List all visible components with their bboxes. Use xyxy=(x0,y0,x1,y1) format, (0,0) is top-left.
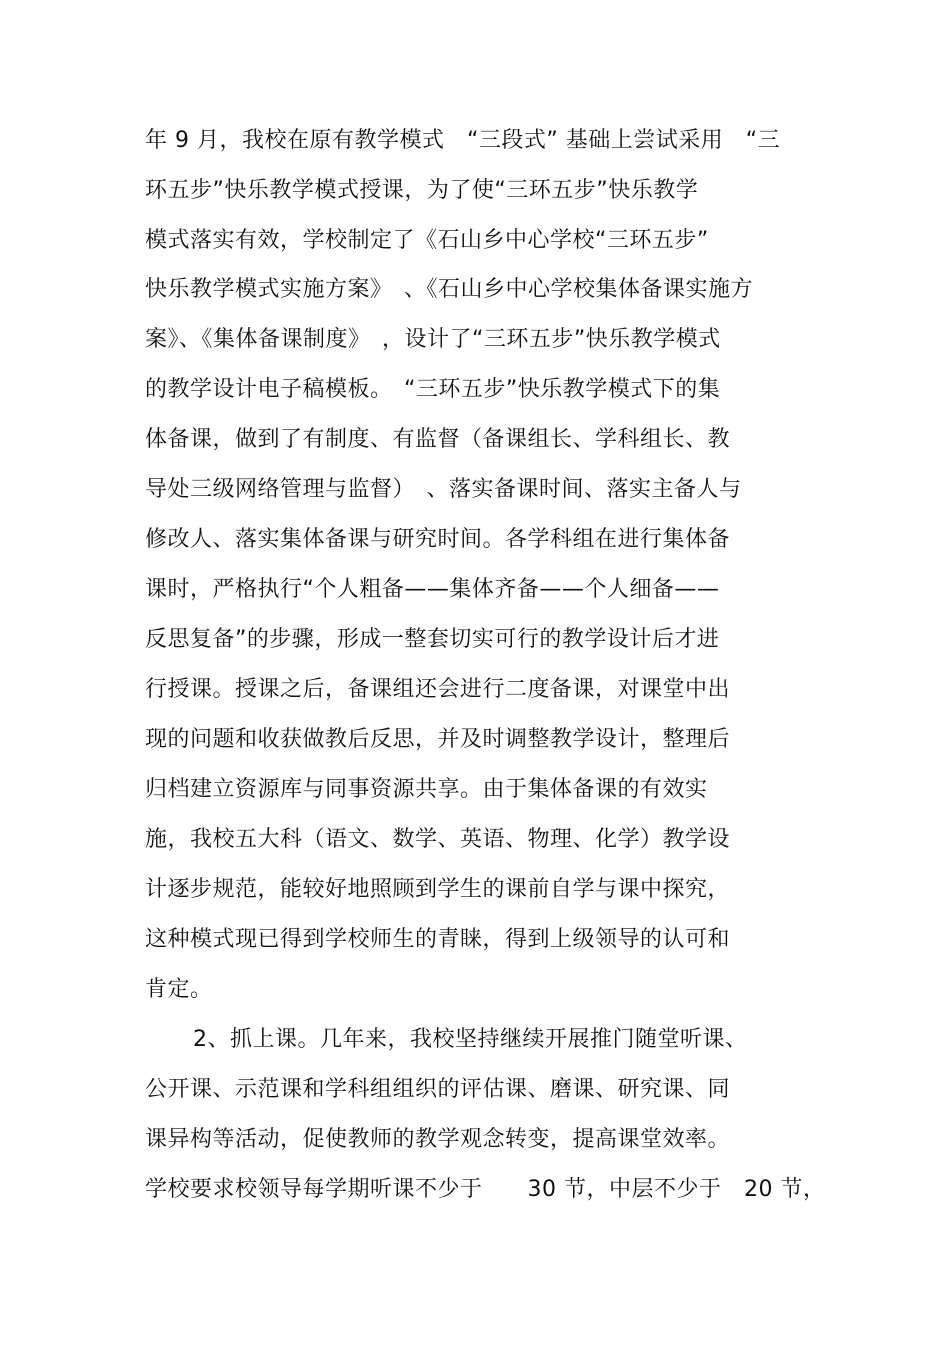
text-line-2: 环五步”快乐教学模式授课，为了使“三环五步”快乐教学 xyxy=(145,178,699,203)
text-line-3: 模式落实有效，学校制定了《石山乡中心学校“三环五步” xyxy=(145,228,709,253)
text-line-11: 反思复备”的步骤，形成一整套切实可行的教学设计后才进 xyxy=(145,627,720,652)
text-line-10: 课时，严格执行“个人粗备——集体齐备——个人细备—— xyxy=(145,577,720,602)
text-line-20: 公开课、示范课和学科组组织的评估课、磨课、研究课、同 xyxy=(145,1077,731,1102)
text-line-21: 课异构等活动，促使教师的教学观念转变，提高课堂效率。 xyxy=(145,1127,731,1152)
text-line-15: 施，我校五大科（语文、数学、英语、物理、化学）教学设 xyxy=(145,827,731,852)
text-line-7: 体备课，做到了有制度、有监督（备课组长、学科组长、教 xyxy=(145,427,731,452)
text-line-13: 现的问题和收获做教后反思，并及时调整教学设计，整理后 xyxy=(145,727,731,752)
text-line-17: 这种模式现已得到学校师生的青睐，得到上级领导的认可和 xyxy=(145,927,731,952)
text-line-6: 的教学设计电子稿模板。 “三环五步”快乐教学模式下的集 xyxy=(145,377,721,402)
text-line-16: 计逐步规范，能较好地照顾到学生的课前自学与课中探究， xyxy=(145,877,731,902)
text-line-18: 肯定。 xyxy=(145,977,213,1002)
text-line-14: 归档建立资源库与同事资源共享。由于集体备课的有效实 xyxy=(145,777,708,802)
text-line-12: 行授课。授课之后，备课组还会进行二度备课，对课堂中出 xyxy=(145,677,731,702)
text-line-19: 2、抓上课。几年来，我校坚持继续开展推门随堂听课、 xyxy=(193,1027,748,1052)
text-line-22: 学校要求校领导每学期听课不少于 30 节，中层不少于 20 节， xyxy=(145,1177,826,1202)
text-line-8: 导处三级网络管理与监督） 、落实备课时间、落实主备人与 xyxy=(145,477,742,502)
text-line-1: 年 9 月，我校在原有教学模式 “三段式” 基础上尝试采用 “三 xyxy=(145,128,781,153)
text-line-9: 修改人、落实集体备课与研究时间。各学科组在进行集体备 xyxy=(145,527,731,552)
text-line-5: 案》、《集体备课制度》 ，设计了“三环五步”快乐教学模式 xyxy=(145,327,721,352)
text-line-4: 快乐教学模式实施方案》 、《石山乡中心学校集体备课实施方 xyxy=(145,277,754,302)
